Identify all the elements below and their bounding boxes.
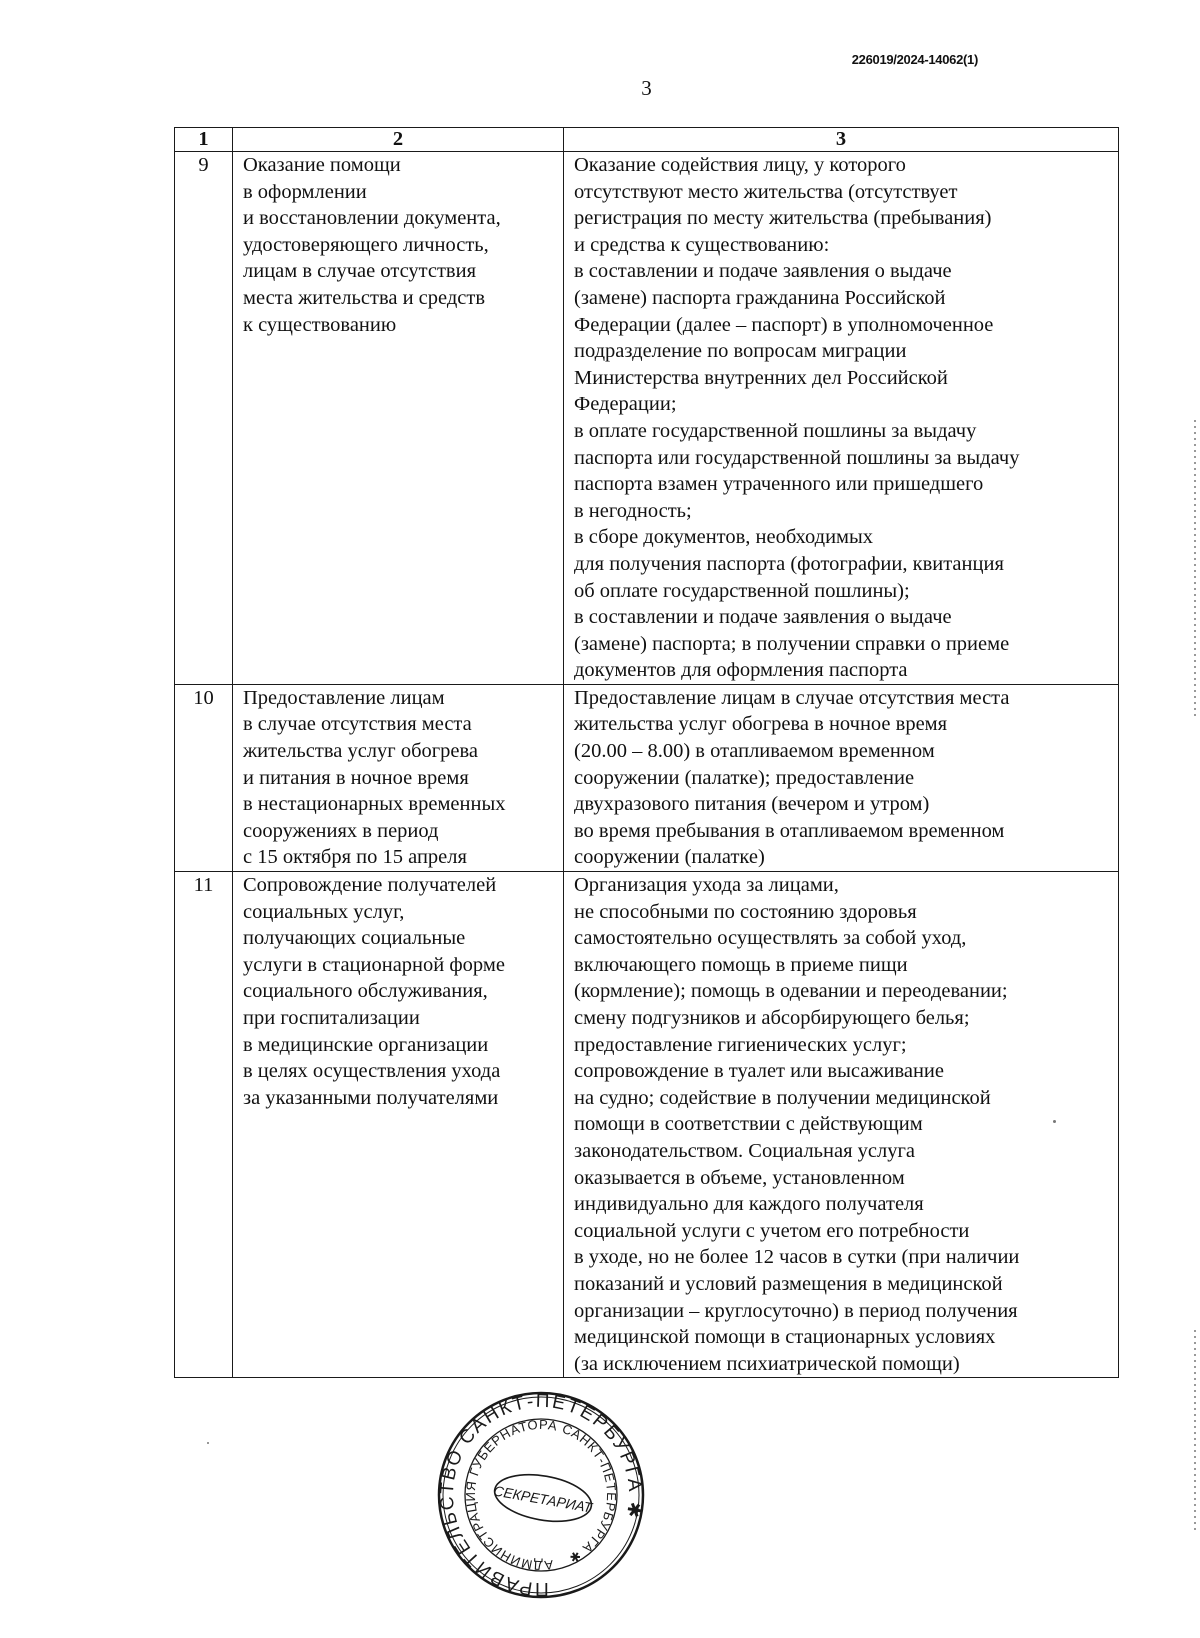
service-description-line: в уходе, но не более 12 часов в сутки (при наличии	[574, 1246, 1020, 1269]
service-description-line: сооружении (палатке); предоставление	[574, 766, 915, 789]
service-name-line: получающих социальные	[243, 927, 466, 950]
service-description-line: (20.00 – 8.00) в отапливаемом временном	[574, 740, 935, 763]
service-description-line: оказывается в объеме, установленном	[574, 1166, 905, 1189]
service-description-line: об оплате государственной пошлины);	[574, 579, 910, 602]
service-description-line: для получения паспорта (фотографии, квитанция	[574, 552, 1004, 575]
service-description-line: смену подгузников и абсорбирующего белья;	[574, 1007, 970, 1029]
service-name-line: Сопровождение получателей	[243, 874, 497, 897]
service-description-line: в оплате государственной пошлины за выдачу	[574, 419, 977, 442]
column-header-2: 2	[233, 128, 564, 152]
service-description-line: показаний и условий размещения в медицинской	[574, 1272, 1003, 1295]
service-name-line: социального обслуживания,	[243, 980, 488, 1003]
service-description-line: помощи в соответствии с действующим	[574, 1113, 923, 1136]
column-header-3: 3	[564, 128, 1119, 152]
service-description-line: паспорта взамен утраченного или пришедшего	[574, 473, 984, 496]
service-description-line: жительства услуг обогрева в ночное время	[574, 713, 948, 736]
service-description-line: в составлении и подаче заявления о выдаче	[574, 606, 952, 629]
service-description-line: в составлении и подаче заявления о выдаче	[574, 260, 952, 283]
service-description-line: не способными по состоянию здоровья	[574, 900, 917, 923]
service-description-line: (замене) паспорта гражданина Российской	[574, 286, 946, 309]
service-name-cell	[233, 872, 564, 1378]
service-description-line: индивидуально для каждого получателя	[574, 1193, 924, 1216]
service-description-line: двухразового питания (вечером и утром)	[574, 793, 930, 816]
service-name-line: в оформлении	[243, 180, 367, 203]
service-description-line: Организация ухода за лицами,	[574, 874, 839, 897]
service-description-line: (кормление); помощь в одевании и переодевании;	[574, 980, 1008, 1003]
scan-edge-mark	[1194, 1330, 1196, 1530]
service-description-line: Предоставление лицам в случае отсутствия места	[574, 686, 1010, 709]
service-name-cell	[233, 684, 564, 871]
service-description-line: регистрация по месту жительства (пребывания)	[574, 207, 992, 230]
services-table	[174, 127, 1119, 1378]
svg-text:ПРАВИТЕЛЬСТВО САНКТ-ПЕТЕРБУРГА: ПРАВИТЕЛЬСТВО САНКТ-ПЕТЕРБУРГА ✱	[436, 1390, 646, 1600]
service-description-line: организации – круглосуточно) в период получения	[574, 1299, 1018, 1322]
service-description-line: документов для оформления паспорта	[574, 659, 908, 682]
service-name-line: сооружениях в период	[243, 819, 439, 842]
service-description-cell	[564, 152, 1119, 685]
service-name-line: с 15 октября по 15 апреля	[243, 846, 467, 869]
service-description-cell	[564, 872, 1119, 1378]
service-name-line: услуги в стационарной форме	[243, 953, 505, 976]
service-description-line: включающего помощь в приеме пищи	[574, 953, 908, 976]
service-description-line: Министерства внутренних дел Российской	[574, 366, 948, 389]
scan-speck	[207, 1442, 209, 1444]
row-number: 10	[175, 684, 233, 871]
service-description-line: Федерации;	[574, 393, 677, 416]
service-name-line: в целях осуществления ухода	[243, 1060, 501, 1083]
service-name-cell	[233, 152, 564, 685]
table-row	[175, 684, 1119, 871]
table-body	[175, 152, 1119, 1378]
row-number: 11	[175, 872, 233, 1378]
scan-edge-mark	[1194, 420, 1196, 720]
official-seal	[436, 1390, 646, 1600]
service-description-line: Федерации (далее – паспорт) в уполномоченное	[574, 313, 994, 336]
seal-image	[436, 1390, 646, 1600]
table-row	[175, 872, 1119, 1378]
service-name-line: и питания в ночное время	[243, 766, 469, 789]
service-name-line: Предоставление лицам	[243, 686, 445, 709]
document-registration-number: 226019/2024-14062(1)	[851, 52, 978, 67]
service-description-line: сопровождение в туалет или высаживание	[574, 1060, 945, 1083]
service-description-line: в негодность;	[574, 499, 692, 522]
service-name-line: и восстановлении документа,	[243, 207, 501, 230]
service-name-line: жительства услуг обогрева	[243, 740, 479, 763]
service-description-line: подразделение по вопросам миграции	[574, 340, 907, 363]
table-header-row	[175, 128, 1119, 152]
service-description-line: сооружении (палатке)	[574, 846, 765, 869]
row-number: 9	[175, 152, 233, 685]
service-name-line: к существованию	[243, 313, 397, 336]
service-description-line: в сборе документов, необходимых	[574, 526, 874, 549]
service-name-line: лицам в случае отсутствия	[243, 260, 476, 283]
service-name-line: в медицинские организации	[243, 1033, 489, 1056]
service-name-line: Оказание помощи	[243, 154, 401, 176]
service-description-line: (за исключением психиатрической помощи)	[574, 1352, 960, 1375]
service-description-line: отсутствуют место жительства (отсутствует	[574, 180, 958, 203]
service-description-line: предоставление гигиенических услуг;	[574, 1033, 907, 1056]
service-description-line: законодательством. Социальная услуга	[574, 1139, 915, 1162]
service-name-line: в нестационарных временных	[243, 793, 506, 816]
service-name-line: удостоверяющего личность,	[243, 233, 489, 256]
service-description-line: самостоятельно осуществлять за собой уход,	[574, 927, 967, 950]
service-name-line: при госпитализации	[243, 1007, 420, 1029]
column-header-1: 1	[175, 128, 233, 152]
service-name-line: в случае отсутствия места	[243, 713, 472, 736]
service-name-line: за указанными получателями	[243, 1086, 499, 1109]
seal-center-text: СЕКРЕТАРИАТ	[492, 1482, 594, 1516]
service-name-line: места жительства и средств	[243, 286, 486, 309]
service-description-line: во время пребывания в отапливаемом временном	[574, 819, 1005, 842]
service-description-line: социальной услуги с учетом его потребности	[574, 1219, 970, 1242]
service-description-line: Оказание содействия лицу, у которого	[574, 154, 906, 176]
service-description-line: на судно; содействие в получении медицинской	[574, 1086, 991, 1109]
svg-text:АДМИНИСТРАЦИЯ ГУБЕРНАТОРА САНК: АДМИНИСТРАЦИЯ ГУБЕРНАТОРА САНКТ-ПЕТЕРБУРГА ✱	[462, 1416, 620, 1574]
service-description-line: медицинской помощи в стационарных условиях	[574, 1326, 996, 1349]
page-number: 3	[641, 76, 652, 100]
service-description-cell	[564, 684, 1119, 871]
service-name-line: социальных услуг,	[243, 900, 405, 923]
table-row	[175, 152, 1119, 685]
service-description-line: паспорта или государственной пошлины за выдачу	[574, 446, 1020, 469]
service-description-line: (замене) паспорта; в получении справки о приеме	[574, 632, 1010, 655]
scan-speck	[1053, 1120, 1056, 1123]
service-description-line: и средства к существованию:	[574, 233, 830, 256]
